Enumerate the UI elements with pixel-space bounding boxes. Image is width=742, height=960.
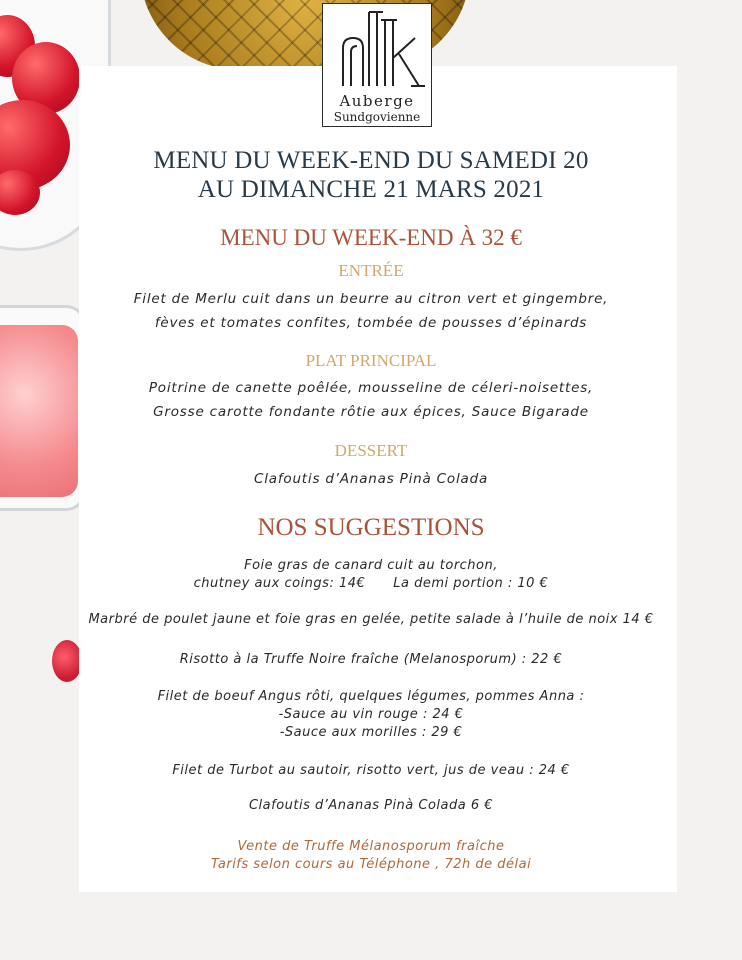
footer-line: Tarifs selon cours au Téléphone , 72h de délai	[210, 857, 532, 872]
title-line: AU DIMANCHE 21 MARS 2021	[197, 176, 545, 203]
suggestion-boeuf	[0, 688, 742, 742]
menu-price-title: MENU DU WEEK-END À 32 €	[220, 225, 522, 250]
truffle-sale-notice	[0, 838, 742, 874]
suggestion-price-half: La demi portion : 10 €	[393, 576, 549, 591]
suggestion-turbot: Filet de Turbot au sautoir, risotto vert, jus de veau : 24 €	[172, 763, 570, 778]
suggestion-risotto: Risotto à la Truffe Noire fraîche (Melanosporum) : 22 €	[179, 652, 563, 667]
suggestion-line: -Sauce au vin rouge : 24 €	[278, 707, 464, 722]
section-heading-entree: ENTRÉE	[338, 261, 404, 280]
suggestions-title: NOS SUGGESTIONS	[257, 514, 485, 541]
main-description	[0, 376, 742, 424]
suggestion-line: Foie gras de canard cuit au torchon,	[244, 558, 498, 573]
suggestion-foie-gras	[0, 557, 742, 593]
page-title	[0, 146, 742, 204]
suggestion-line: -Sauce aux morilles : 29 €	[279, 725, 463, 740]
restaurant-logo	[322, 3, 432, 127]
suggestion-marbre: Marbré de poulet jaune et foie gras en gelée, petite salade à l’huile de noix 14 €	[88, 612, 654, 627]
suggestion-line: Filet de boeuf Angus rôti, quelques légumes, pommes Anna :	[157, 689, 585, 704]
dish-line: fèves et tomates confites, tombée de pousses d’épinards	[154, 315, 588, 331]
suggestion-price-full: chutney aux coings: 14€	[193, 576, 366, 591]
dessert-description	[0, 467, 742, 491]
dish-line: Filet de Merlu cuit dans un beurre au citron vert et gingembre,	[133, 291, 609, 307]
section-heading-dessert: DESSERT	[334, 441, 408, 460]
title-line: MENU DU WEEK-END DU SAMEDI 20	[153, 147, 589, 174]
dish-line: Grosse carotte fondante rôtie aux épices, Sauce Bigarade	[153, 404, 589, 420]
section-heading-plat-principal: PLAT PRINCIPAL	[305, 351, 437, 370]
dish-line: Poitrine de canette poêlée, mousseline de céleri-noisettes,	[148, 380, 594, 396]
dish-line: Clafoutis d’Ananas Pinà Colada	[253, 471, 489, 487]
suggestion-clafoutis: Clafoutis d’Ananas Pinà Colada 6 €	[248, 798, 494, 813]
logo-text-auberge: Auberge	[339, 92, 415, 110]
suggestion-line	[0, 575, 742, 593]
footer-line: Vente de Truffe Mélanosporum fraîche	[237, 839, 505, 854]
starter-description	[0, 287, 742, 335]
logo-monogram-icon	[331, 8, 425, 90]
logo-text-sundgovienne: Sundgovienne	[333, 110, 421, 124]
